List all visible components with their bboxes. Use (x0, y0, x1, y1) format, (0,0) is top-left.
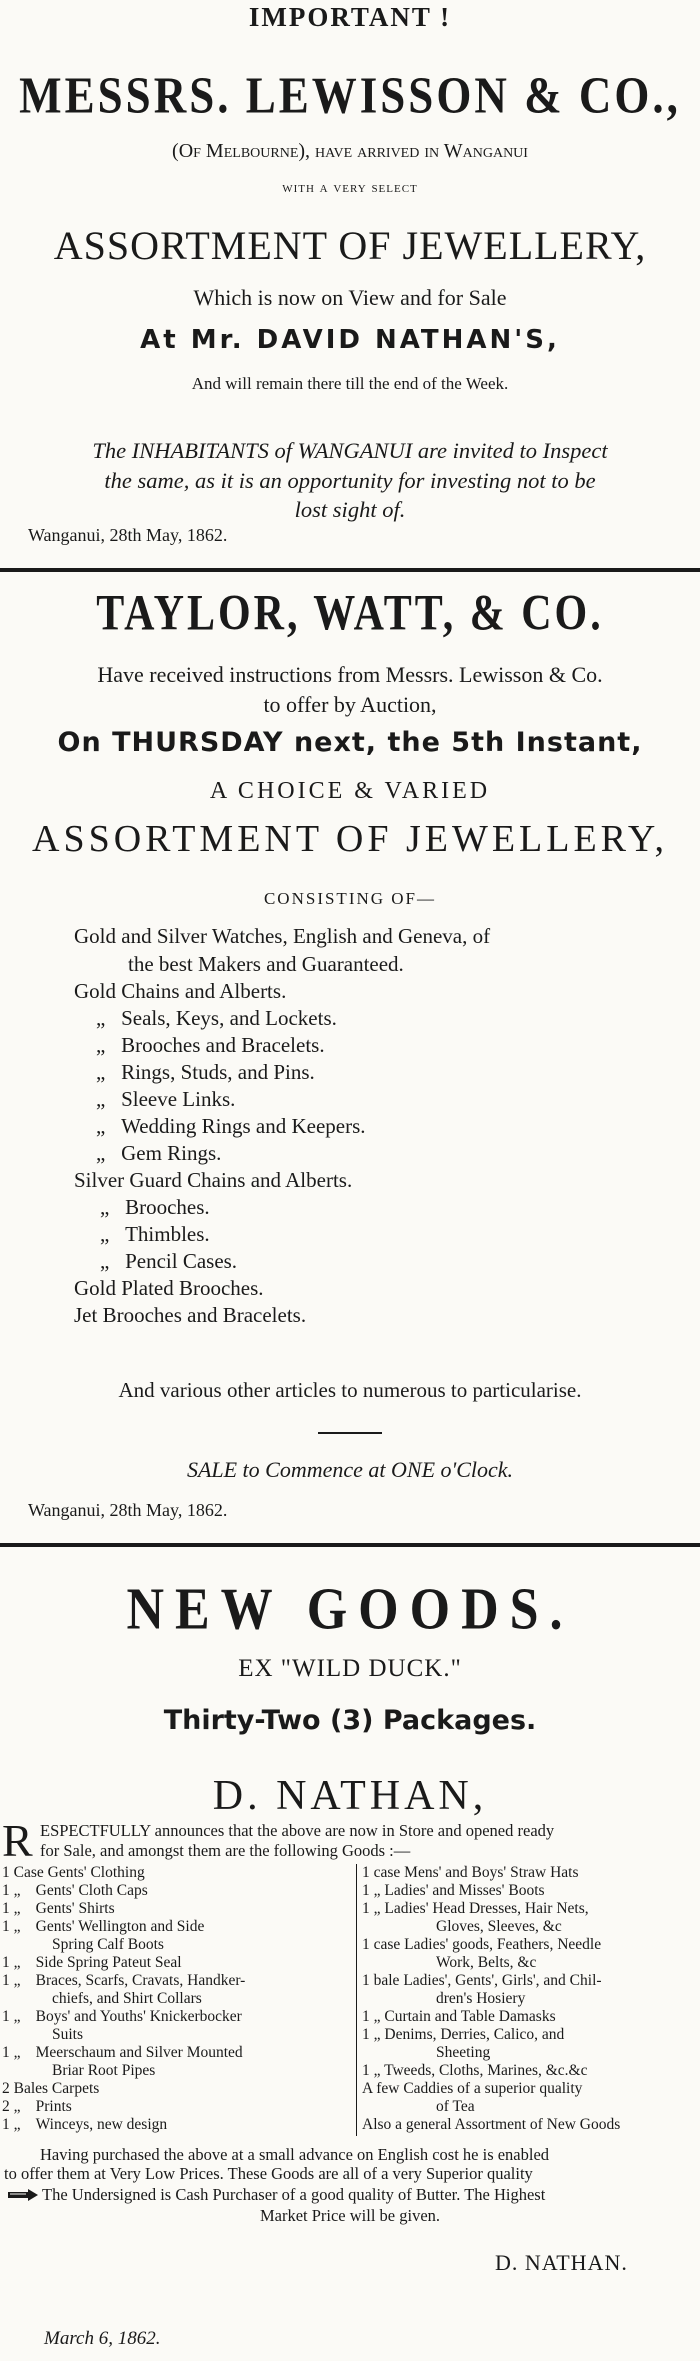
ditto-mark: „ (96, 1060, 106, 1084)
list-item: 1 case Mens' and Boys' Straw Hats (362, 1864, 579, 1881)
list-item: „ Rings, Studs, and Pins. (96, 1060, 315, 1084)
list-item: 1 „ Curtain and Table Damasks (362, 2008, 556, 2025)
david-nathan-line: At Mr. DAVID NATHAN'S, (140, 325, 560, 355)
ditto-mark: „ (96, 1006, 106, 1030)
list-item: Sheeting (436, 2044, 491, 2061)
list-item: 1 „ Gents' Shirts (2, 1900, 115, 1917)
list-item: Gold Plated Brooches. (74, 1276, 264, 1300)
assortment-title-1: ASSORTMENT OF JEWELLERY, (53, 223, 647, 268)
list-item: 2 „ Prints (2, 2098, 72, 2115)
list-item: „ Thimbles. (100, 1222, 210, 1246)
list-item: 1 „ Gents' Wellington and Side (2, 1918, 205, 1935)
ditto-mark: „ (100, 1249, 110, 1273)
list-item: Work, Belts, &c (436, 1954, 537, 1971)
divider-2 (0, 1543, 700, 1547)
important-headline: IMPORTANT ! (248, 2, 452, 32)
lewisson-firm-name: MESSRS. LEWISSON & CO., (19, 66, 681, 124)
list-item: 1 „ Denims, Derries, Calico, and (362, 2026, 565, 2043)
very-select-line: with a very select (282, 180, 418, 196)
list-item: Gold Chains and Alberts. (74, 979, 287, 1003)
divider-1 (0, 568, 700, 572)
taylor-watt-firm-name: TAYLOR, WATT, & CO. (96, 586, 604, 642)
closing-line-2: to offer them at Very Low Prices. These Goods are all of a very Superior quality (4, 2164, 533, 2183)
list-item: of Tea (436, 2098, 475, 2115)
list-item: Suits (52, 2026, 84, 2043)
list-item: 1 „ Meerschaum and Silver Mounted (2, 2044, 243, 2061)
list-item: Gold and Silver Watches, English and Geneva, of (74, 924, 491, 948)
arrived-line: (Of Melbourne), have arrived in Wanganui (172, 140, 528, 162)
list-item: „ Gem Rings. (96, 1141, 222, 1165)
invite-line-1: The INHABITANTS of WANGANUI are invited to Inspect (92, 438, 608, 463)
intro-line-2: for Sale, and amongst them are the following Goods :— (40, 1841, 411, 1860)
list-item: A few Caddies of a superior quality (362, 2080, 583, 2097)
butter-line-2: Market Price will be given. (259, 2206, 441, 2225)
list-item: Briar Root Pipes (52, 2062, 156, 2079)
assortment-title-2: ASSORTMENT OF JEWELLERY, (32, 818, 668, 860)
list-item: „ Brooches and Bracelets. (96, 1033, 325, 1057)
list-item: 1 „ Side Spring Pateut Seal (2, 1954, 182, 1971)
ditto-mark: „ (96, 1114, 106, 1138)
intro-line-1: ESPECTFULLY announces that the above are now in Store and opened ready (40, 1821, 555, 1840)
ad3-date: March 6, 1862. (44, 2328, 161, 2349)
list-item: 1 Case Gents' Clothing (2, 1864, 145, 1881)
various-articles-line: And various other articles to numerous to particularise. (118, 1378, 582, 1402)
list-item: 1 „ Ladies' Head Dresses, Hair Nets, (362, 1900, 589, 1917)
list-item: chiefs, and Shirt Collars (52, 1990, 202, 2007)
closing-line-1: Having purchased the above at a small advance on English cost he is enabled (40, 2145, 550, 2164)
list-item: Spring Calf Boots (52, 1936, 164, 1953)
auction-line: to offer by Auction, (263, 692, 437, 717)
list-item: 1 bale Ladies', Gents', Girls', and Chil- (362, 1972, 602, 1989)
invite-line-2: the same, as it is an opportunity for investing not to be (104, 468, 596, 493)
list-item: the best Makers and Guaranteed. (128, 952, 404, 976)
d-nathan-heading: D. NATHAN, (212, 1773, 488, 1819)
signature: D. NATHAN. (495, 2250, 628, 2275)
choice-varied-line: A CHOICE & VARIED (209, 778, 491, 804)
ditto-mark: „ (100, 1195, 110, 1219)
packages-line: Thirty-Two (3) Packages. (163, 1705, 537, 1736)
invite-line-3: lost sight of. (294, 497, 406, 522)
on-view-line: Which is now on View and for Sale (193, 285, 507, 310)
list-item: „ Brooches. (100, 1195, 210, 1219)
ditto-mark: „ (100, 1222, 110, 1246)
list-item: „ Wedding Rings and Keepers. (96, 1114, 366, 1138)
butter-line-1: The Undersigned is Cash Purchaser of a good quality of Butter. The Highest (42, 2185, 546, 2204)
thursday-line: On THURSDAY next, the 5th Instant, (57, 727, 643, 758)
list-item: 1 „ Boys' and Youths' Knickerbocker (2, 2008, 242, 2025)
list-item: 1 „ Gents' Cloth Caps (2, 1882, 148, 1899)
list-item: 1 „ Winceys, new design (2, 2116, 168, 2133)
column-separator (356, 1864, 357, 2136)
list-item: Jet Brooches and Bracelets. (74, 1303, 307, 1327)
list-item: „ Seals, Keys, and Lockets. (96, 1006, 337, 1030)
list-item: dren's Hosiery (436, 1990, 526, 2007)
drop-cap: R (2, 1815, 33, 1866)
list-item: 1 „ Ladies' and Misses' Boots (362, 1882, 545, 1899)
ad2-date: Wanganui, 28th May, 1862. (28, 1500, 228, 1520)
wild-duck-line: EX "WILD DUCK." (238, 1655, 462, 1682)
ditto-mark: „ (96, 1087, 106, 1111)
list-item: Also a general Assortment of New Goods (362, 2116, 621, 2133)
instructions-line: Have received instructions from Messrs. Lewisson & Co. (97, 662, 603, 687)
ditto-mark: „ (96, 1033, 106, 1057)
new-goods-headline: NEW GOODS. (126, 1576, 574, 1643)
short-divider (318, 1432, 382, 1434)
list-item: 1 „ Braces, Scarfs, Cravats, Handker- (2, 1972, 246, 1989)
pointing-hand-icon (6, 2186, 40, 2204)
list-item: Silver Guard Chains and Alberts. (74, 1168, 353, 1192)
list-item: „ Pencil Cases. (100, 1249, 238, 1273)
list-item: „ Sleeve Links. (96, 1087, 236, 1111)
list-item: 2 Bales Carpets (2, 2080, 100, 2097)
list-item: 1 „ Tweeds, Cloths, Marines, &c.&c (362, 2062, 588, 2079)
end-of-week-line: And will remain there till the end of the Week. (191, 374, 509, 393)
sale-commence-line: SALE to Commence at ONE o'Clock. (186, 1457, 514, 1482)
ditto-mark: „ (96, 1141, 106, 1165)
ad1-date: Wanganui, 28th May, 1862. (28, 525, 228, 545)
list-item: 1 case Ladies' goods, Feathers, Needle (362, 1936, 602, 1953)
consisting-of: CONSISTING OF— (263, 889, 437, 908)
list-item: Gloves, Sleeves, &c (436, 1918, 562, 1935)
